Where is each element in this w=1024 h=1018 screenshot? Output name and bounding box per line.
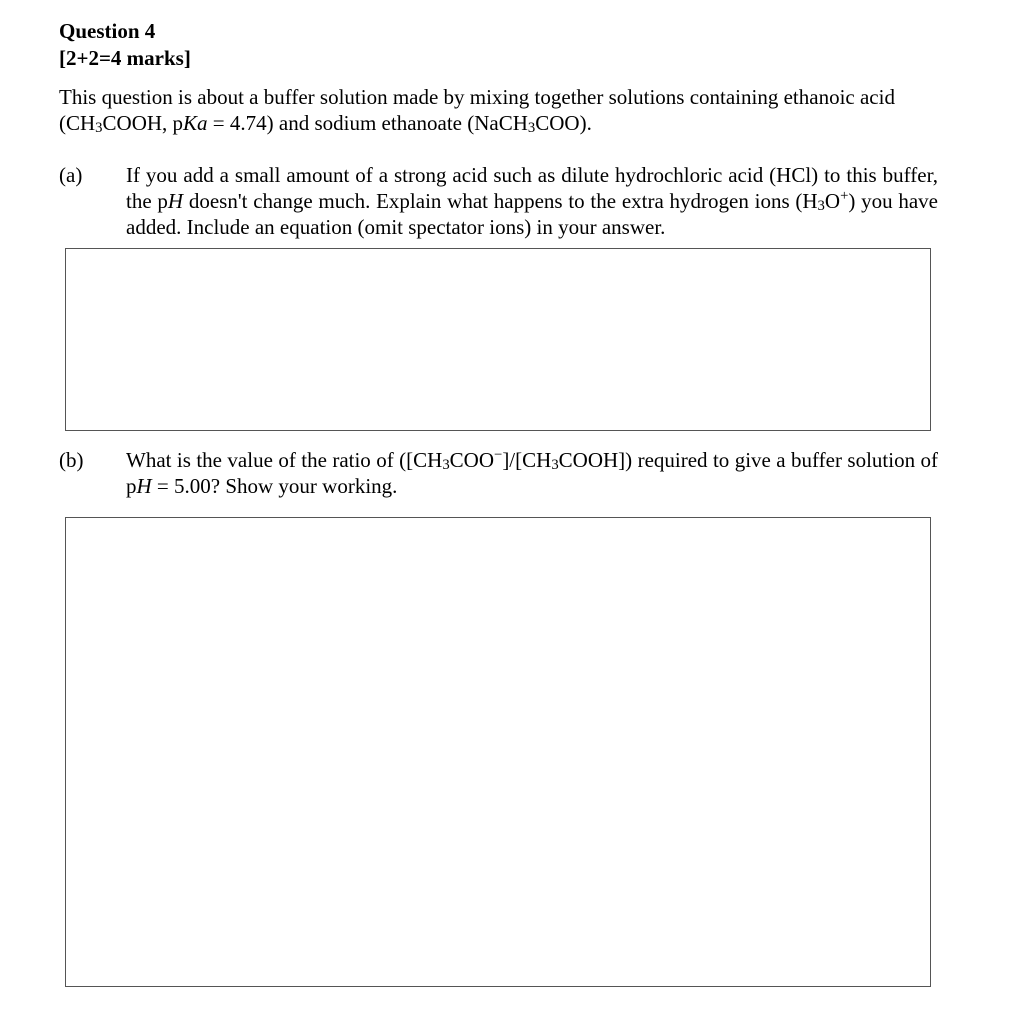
part-a-superscript: + <box>840 187 849 204</box>
answer-box-b[interactable] <box>65 517 931 987</box>
part-b-superscript: − <box>494 446 503 463</box>
part-b-text-1: What is the value of the ratio of ([CH <box>126 448 443 472</box>
intro-text-1: This question is about a buffer solution made by mixing together solutions containing ethanoic acid (CH <box>59 85 895 135</box>
intro-ka: Ka <box>183 111 208 135</box>
answer-box-a[interactable] <box>65 248 931 431</box>
part-a-label: (a) <box>59 163 83 187</box>
part-a-text-1: If you add a small amount of a strong acid such as dilute hydrochloric acid (HCl) to this buffer, the p <box>126 163 938 213</box>
part-b-subscript-1: 3 <box>442 457 450 474</box>
question-title: Question 4 <box>59 19 156 43</box>
intro-text-2: COOH, p <box>102 111 184 135</box>
question-intro <box>59 84 939 136</box>
part-b-ph-h: H <box>136 474 152 498</box>
part-a-subscript: 3 <box>817 198 825 215</box>
part-a-text-2: doesn't change much. Explain what happens to the extra hydrogen ions (H <box>183 189 818 213</box>
intro-text-4: COO). <box>535 111 592 135</box>
part-b-text-5: = 5.00? Show your working. <box>151 474 398 498</box>
part-b-text-3: ]/[CH <box>502 448 552 472</box>
part-a-ph-h: H <box>167 189 184 213</box>
intro-subscript-2: 3 <box>527 120 536 137</box>
part-a-text-3: O <box>824 189 841 213</box>
part-b-text <box>126 447 938 499</box>
part-a-text <box>126 162 938 240</box>
question-marks: [2+2=4 marks] <box>59 46 191 70</box>
intro-subscript-1: 3 <box>95 120 103 137</box>
part-b-subscript-2: 3 <box>551 457 559 474</box>
part-b-text-2: COO <box>449 448 495 472</box>
part-b-label: (b) <box>59 448 84 472</box>
intro-text-3: = 4.74) and sodium ethanoate (NaCH <box>207 111 528 135</box>
part-a-text-4: ) you have added. Include an equation (omit spectator ions) in your answer. <box>126 189 939 239</box>
part-b-text-4: COOH]) required to give a buffer solution of p <box>126 448 938 498</box>
